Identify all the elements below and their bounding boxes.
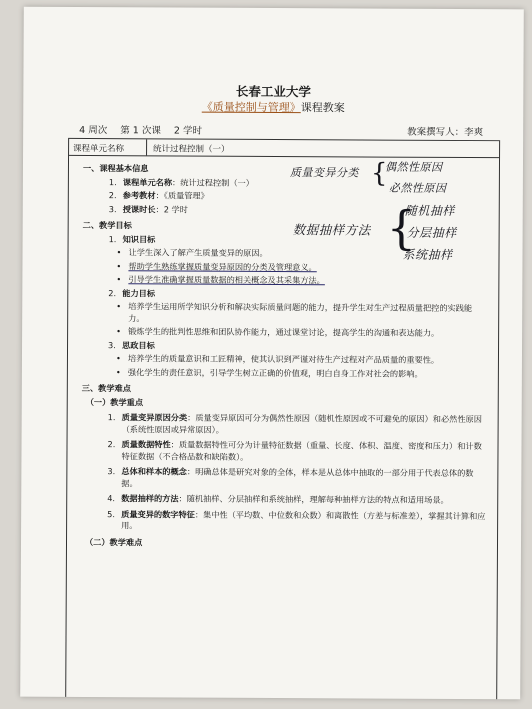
list-item: 5. 质量变异的数字特征：集中性（平均数、中位数和众数）和离散性（方差与标准差），掌握其计算和应用。 <box>107 508 486 531</box>
list-item: • 让学生深入了解产生质量变异的原因。 <box>116 247 268 258</box>
writer-info <box>407 124 483 138</box>
list-item: 1. 质量变异原因分类：质量变异原因可分为偶然性原因（随机性原因或不可避免的原因）和必然性原因（系统性原因或异常原因）。 <box>107 412 482 435</box>
section-2-title: 二、教学目标 <box>82 220 132 231</box>
unit-value: 统计过程控制（一） <box>153 144 230 155</box>
list-item: 1. 课程单元名称：统计过程控制（一） <box>108 176 254 188</box>
paper-sheet <box>20 7 524 700</box>
lesson-table <box>65 138 500 699</box>
list-item: • 帮助学生熟练掌握质量变异原因的分类及管理意义。 <box>116 260 317 272</box>
course-subtitle <box>23 98 523 117</box>
handwriting-brace-2: { <box>386 200 417 255</box>
difficulty-title: （二）教学难点 <box>84 536 143 547</box>
list-item: 3. 总体和样本的概念：明确总体是研究对象的全体，样本是从总体中抽取的一部分用于代表总体的数据。 <box>107 466 474 488</box>
lesson: 第 1 次课 <box>120 125 161 137</box>
list-item: 3. 授课时长：2 学时 <box>108 203 188 215</box>
writer-name: 李爽 <box>464 127 484 139</box>
list-item: 2. 质量数据特性：质量数据特性可分为计量特征数据（重量、长度、体积、温度、密度和压力）和计数特征数据（不合格品数和缺陷数）。 <box>107 439 482 462</box>
handwriting-brace-1: { <box>370 158 389 189</box>
list-item: • 引导学生准确掌握质量数据的相关概念及其采集方法。 <box>116 274 325 286</box>
list-item: • 培养学生运用所学知识分析和解决实际质量问题的能力，提升学生对生产过程质量把控的实践能力。 <box>116 301 473 323</box>
list-item: 4. 数据抽样的方法：随机抽样、分层抽样和系统抽样，理解每种抽样方法的特点和适用场景。 <box>107 493 449 505</box>
handwriting-note-1b: 必然性原因 <box>388 181 447 195</box>
handwriting-note-2c: 系统抽样 <box>402 247 453 262</box>
doc-type: 课程教案 <box>300 101 345 115</box>
ability-goal-title: 2. 能力目标 <box>108 287 156 298</box>
hours: 2 学时 <box>173 125 203 137</box>
section-1-title: 一、课程基本信息 <box>82 163 149 174</box>
list-item: 2. 参考教材：《质量管理》 <box>108 190 209 201</box>
list-item: • 强化学生的责任意识，引导学生树立正确的价值观，明白自身工作对社会的影响。 <box>115 366 423 379</box>
list-item: • 锻炼学生的批判性思维和团队协作能力，通过课堂讨论，提高学生的沟通和表达能力。 <box>116 326 440 338</box>
university-title: 长春工业大学 <box>235 83 311 100</box>
week: 4 周次 <box>79 124 108 137</box>
knowledge-goal-title: 1. 知识目标 <box>108 233 156 244</box>
list-item: • 培养学生的质量意识和工匠精神，使其认识到严谨对待生产过程对产品质量的重要性。 <box>115 353 440 365</box>
key-points-title: （一）教学重点 <box>85 396 144 407</box>
meta-line <box>79 122 483 138</box>
course-name: 《质量控制与管理》 <box>201 100 301 115</box>
handwriting-note-2: 数据抽样方法 <box>292 222 371 238</box>
writer-label: 教案撰写人： <box>407 126 465 139</box>
handwriting-note-2b: 分层抽样 <box>406 225 457 240</box>
ideology-goal-title: 3. 思政目标 <box>108 339 155 350</box>
section-3-title: 三、教学难点 <box>81 383 131 394</box>
unit-label: 课程单元名称 <box>69 139 147 155</box>
handwriting-note-1: 质量变异分类 <box>289 166 359 180</box>
handwriting-note-2a: 随机抽样 <box>404 203 455 218</box>
handwriting-note-1a: 偶然性原因 <box>384 160 443 174</box>
